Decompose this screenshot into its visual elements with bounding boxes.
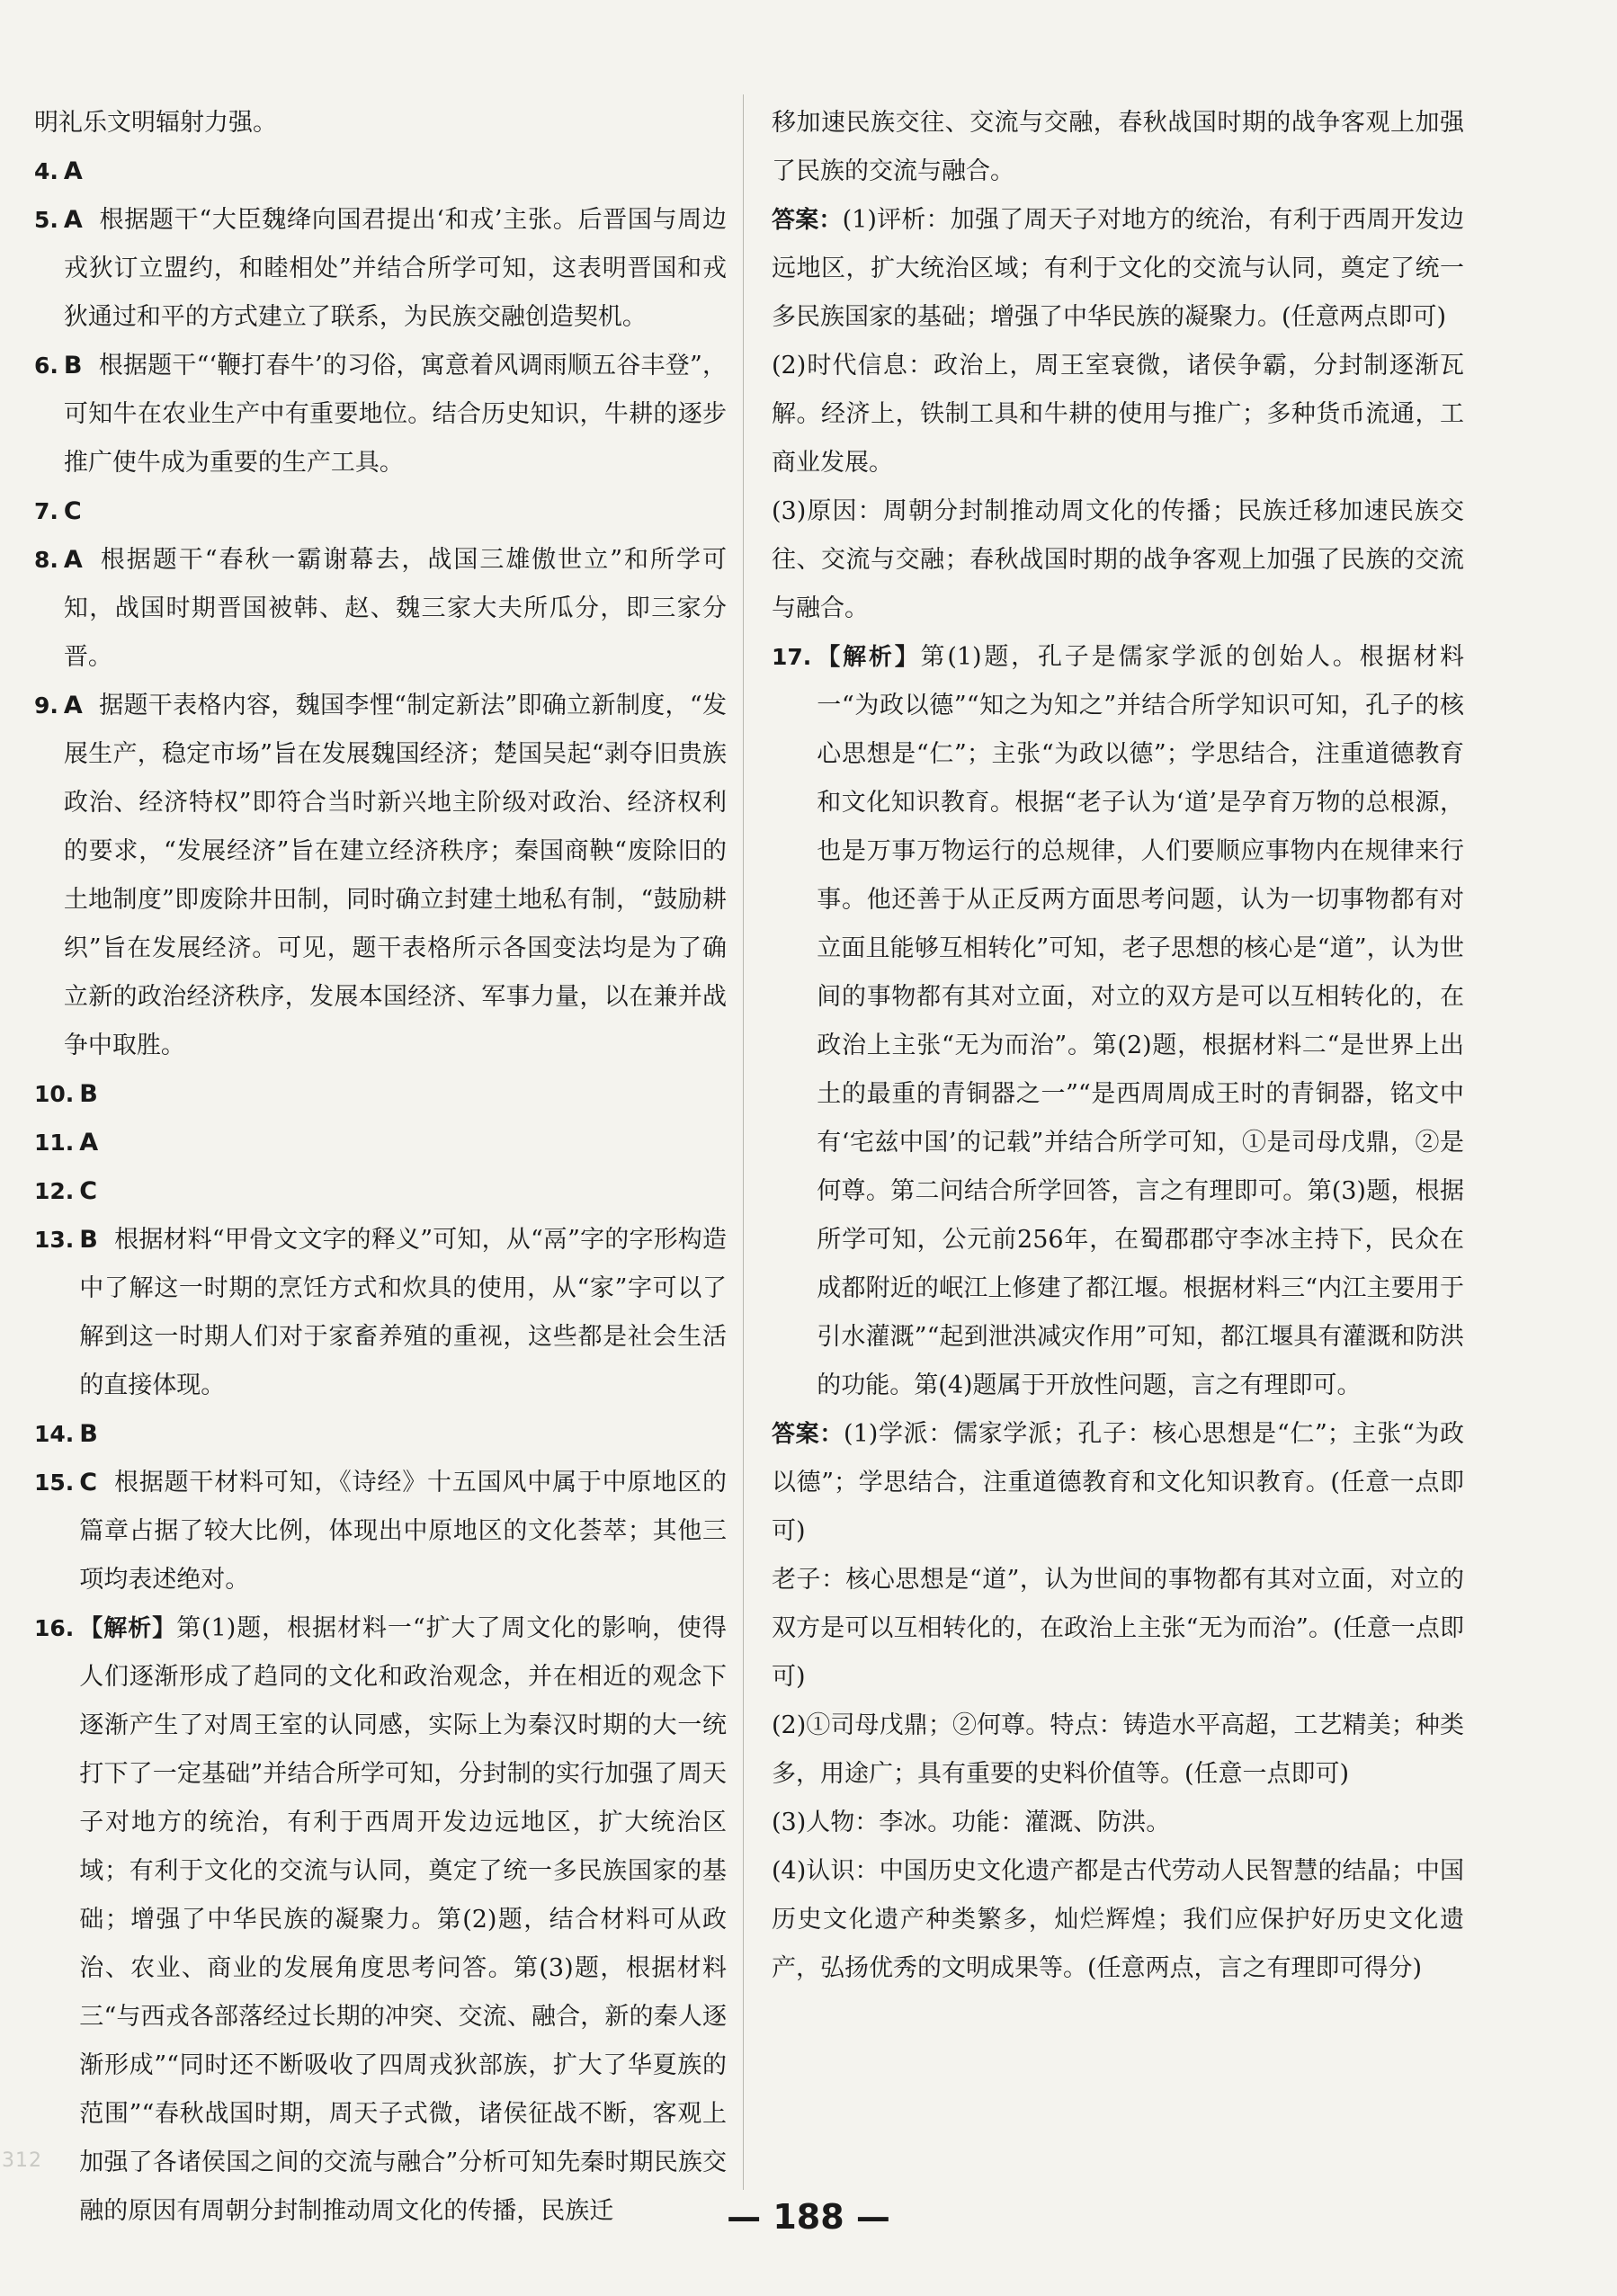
answer-label: 答案： [772, 207, 843, 234]
question-number: 11. [34, 1130, 75, 1156]
question-explanation: 第(1)题，孔子是儒家学派的创始人。根据材料一“为政以德”“知之为知之”并结合所学知识可知，孔子的核心思想是“仁”；主张“为政以德”；学思结合，注重道德教育和文化知识教育。根据“老子认为‘道’是孕育万物的总根源，也是万事万物运行的总规律，人们要顺应事物内在规律来行事。他还善于从正反两方面思考问题，认为一切事物都有对立面且能够互相转化”可知，老子思想的核心是“道”，认为世间的事物都有其对立面，对立的双方是可以互相转化的，在政治上主张“无为而治”。第(2)题，根据材料二“是世界上出土的最重的青铜器之一”“是西周周成王时的青铜器，铭文中有‘宅兹中国’的记载”并结合所学可知，①是司母戊鼎，②是何尊。第二问结合所学回答，言之有理即可。第(3)题，根据所学可知，公元前256年，在蜀郡郡守李冰主持下，民众在成都附近的岷江上修建了都江堰。根据材料三“内江主要用于引水灌溉”“起到泄洪减灾作用”可知，都江堰具有灌溉和防洪的功能。第(4)题属于开放性问题，言之有理即可。 [817, 643, 1464, 1399]
question-answer: A [79, 1129, 99, 1157]
question-number: 6. [34, 353, 58, 379]
question-item [34, 342, 727, 487]
question-body [64, 342, 727, 487]
question-item [34, 1604, 727, 2236]
answer-paragraph [772, 1410, 1464, 1556]
question-body [64, 536, 727, 682]
question-body [79, 1070, 727, 1119]
text-paragraph: (3)原因：周朝分封制推动周文化的传播；民族迁移加速民族交往、交流与交融；春秋战国时期的战争客观上加强了民族的交流与融合。 [772, 497, 1464, 622]
question-body [79, 1167, 727, 1216]
question-body [64, 487, 727, 536]
question-number: 8. [34, 547, 58, 573]
question-item [34, 682, 727, 1070]
question-body [79, 1604, 727, 2236]
question-body [79, 1410, 727, 1459]
question-body [64, 147, 727, 196]
right-column [772, 99, 1464, 1993]
question-number: 9. [34, 692, 58, 719]
question-explanation: 根据题干“春秋一霸谢幕去，战国三雄傲世立”和所学可知，战国时期晋国被韩、赵、魏三家大夫所瓜分，即三家分晋。 [63, 546, 727, 671]
answer-label: 答案： [772, 1421, 844, 1448]
question-explanation: 根据题干“‘鞭打春牛’的习俗，寓意着风调雨顺五谷丰登”，可知牛在农业生产中有重要地位。结合历史知识，牛耕的逐步推广使牛成为重要的生产工具。 [63, 352, 727, 477]
question-item [34, 1070, 727, 1119]
question-number: 14. [34, 1421, 75, 1447]
page-number: — 188 — [727, 2197, 890, 2237]
question-body [79, 1119, 727, 1167]
question-number: 16. [34, 1615, 75, 1641]
question-explanation: 根据题干材料可知，《诗经》十五国风中属于中原地区的篇章占据了较大比例，体现出中原地区的文化荟萃；其他三项均表述绝对。 [79, 1469, 727, 1594]
question-body [79, 1459, 727, 1604]
question-number: 7. [34, 498, 58, 524]
text-paragraph: 明礼乐文明辐射力强。 [34, 109, 277, 137]
question-explanation: 据题干表格内容，魏国李悝“制定新法”即确立新制度，“发展生产，稳定市场”旨在发展魏国经济；楚国吴起“剥夺旧贵族政治、经济特权”即符合当时新兴地主阶级对政治、经济权利的要求，“发展经济”旨在建立经济秩序；秦国商鞅“废除旧的土地制度”即废除井田制，同时确立封建土地私有制，“鼓励耕织”旨在发展经济。可见，题干表格所示各国变法均是为了确立新的政治经济秩序，发展本国经济、军事力量，以在兼并战争中取胜。 [63, 692, 727, 1059]
question-number: 15. [34, 1470, 75, 1496]
question-item [34, 1167, 727, 1216]
question-number: 12. [34, 1178, 75, 1204]
question-body [64, 196, 727, 342]
text-paragraph: (3)人物：李冰。功能：灌溉、防洪。 [772, 1809, 1171, 1836]
question-item [34, 1410, 727, 1459]
text-paragraph: (2)时代信息：政治上，周王室衰微，诸侯争霸，分封制逐渐瓦解。经济上，铁制工具和牛耕的使用与推广；多种货币流通，工商业发展。 [772, 352, 1464, 477]
question-number: 4. [34, 158, 58, 184]
question-body [817, 633, 1464, 1410]
text-paragraph: 老子：核心思想是“道”，认为世间的事物都有其对立面，对立的双方是可以互相转化的，在政治上主张“无为而治”。(任意一点即可) [772, 1566, 1464, 1691]
question-answer: A [63, 157, 83, 185]
answer-text: (1)学派：儒家学派；孔子：核心思想是“仁”；主张“为政以德”；学思结合，注重道德教育和文化知识教育。(任意一点即可) [772, 1420, 1464, 1545]
question-number: 13. [34, 1227, 75, 1253]
question-number: 10. [34, 1081, 75, 1107]
question-answer: 【解析】 [817, 644, 921, 671]
question-answer: A [63, 546, 83, 574]
answer-text: (1)评析：加强了周天子对地方的统治，有利于西周开发边远地区，扩大统治区域；有利于文化的交流与认同，奠定了统一多民族国家的基础；增强了中华民族的凝聚力。(任意两点即可) [772, 206, 1464, 331]
question-item [34, 1216, 727, 1410]
question-answer: A [63, 206, 83, 234]
question-body [64, 682, 727, 1070]
question-item [34, 487, 727, 536]
margin-mark: 312 [2, 2149, 42, 2172]
question-explanation: 根据材料“甲骨文文字的释义”可知，从“鬲”字的字形构造中了解这一时期的烹饪方式和炊具的使用，从“家”字可以了解到这一时期人们对于家畜养殖的重视，这些都是社会生活的直接体现。 [79, 1226, 727, 1399]
question-item [34, 147, 727, 196]
question-answer: B [79, 1080, 98, 1108]
question-answer: C [79, 1469, 98, 1496]
left-column [34, 99, 727, 2236]
question-answer: C [63, 497, 82, 525]
question-answer: 【解析】 [79, 1615, 177, 1642]
text-paragraph: (4)认识：中国历史文化遗产都是古代劳动人民智慧的结晶；中国历史文化遗产种类繁多，灿烂辉煌；我们应保护好历史文化遗产，弘扬优秀的文明成果等。(任意两点，言之有理即可得分) [772, 1857, 1464, 1982]
question-explanation: 根据题干“大臣魏绛向国君提出‘和戎’主张。后晋国与周边戎狄订立盟约，和睦相处”并结合所学可知，这表明晋国和戎狄通过和平的方式建立了联系，为民族交融创造契机。 [63, 206, 727, 331]
question-number: 17. [772, 644, 812, 670]
question-answer: A [63, 692, 83, 719]
question-answer: B [79, 1226, 98, 1254]
question-item [34, 1119, 727, 1167]
question-number: 5. [34, 207, 58, 233]
text-paragraph: 移加速民族交往、交流与交融，春秋战国时期的战争客观上加强了民族的交流与融合。 [772, 109, 1464, 185]
question-item [34, 1459, 727, 1604]
question-item [772, 633, 1464, 1410]
question-answer: B [79, 1420, 98, 1448]
question-item [34, 536, 727, 682]
question-answer: C [79, 1177, 98, 1205]
question-body [79, 1216, 727, 1410]
question-answer: B [63, 352, 83, 380]
answer-paragraph [772, 196, 1464, 342]
column-divider [743, 94, 744, 2190]
question-item [34, 196, 727, 342]
text-paragraph: (2)①司母戊鼎；②何尊。特点：铸造水平高超，工艺精美；种类多，用途广；具有重要的史料价值等。(任意一点即可) [772, 1711, 1464, 1788]
question-explanation: 第(1)题，根据材料一“扩大了周文化的影响，使得人们逐渐形成了趋同的文化和政治观念，并在相近的观念下逐渐产生了对周王室的认同感，实际上为秦汉时期的大一统打下了一定基础”并结合所学可知，分封制的实行加强了周天子对地方的统治，有利于西周开发边远地区，扩大统治区域；有利于文化的交流与认同，奠定了统一多民族国家的基础；增强了中华民族的凝聚力。第(2)题，结合材料可从政治、农业、商业的发展角度思考问答。第(3)题，根据材料三“与西戎各部落经过长期的冲突、交流、融合，新的秦人逐渐形成”“同时还不断吸收了四周戎狄部族，扩大了华夏族的范围”“春秋战国时期，周天子式微，诸侯征战不断，客观上加强了各诸侯国之间的交流与融合”分析可知先秦时期民族交融的原因有周朝分封制推动周文化的传播，民族迁 [79, 1614, 727, 2225]
